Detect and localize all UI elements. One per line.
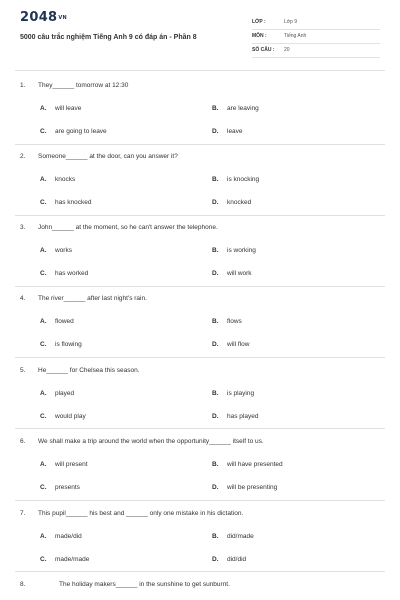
option-text: is knocking [227, 176, 260, 183]
option-letter: B. [212, 105, 219, 112]
question-number: 6. [20, 438, 26, 445]
question-divider [15, 428, 385, 429]
document-header [0, 0, 400, 64]
option-letter: B. [212, 318, 219, 325]
question-divider [15, 571, 385, 572]
meta-row-subject [252, 30, 380, 44]
option-text: is playing [227, 390, 255, 397]
option-letter: D. [212, 270, 219, 277]
option-letter: A. [40, 247, 47, 254]
question-text: They______ tomorrow at 12:30 [38, 82, 129, 89]
option-letter: C. [40, 341, 47, 348]
question-number: 4. [20, 295, 26, 302]
option-text: will flow [227, 341, 250, 348]
option-letter: B. [212, 390, 219, 397]
option-letter: A. [40, 105, 47, 112]
option-letter: D. [212, 341, 219, 348]
meta-label: LỚP : [252, 19, 266, 25]
question-text: We shall make a trip around the world when the opportunity______ itself to us. [38, 438, 264, 445]
question-divider [15, 215, 385, 216]
option-letter: A. [40, 176, 47, 183]
question-number: 7. [20, 510, 26, 517]
question-text: The river______ after last night's rain. [38, 295, 147, 302]
option-text: did/made [227, 533, 254, 540]
meta-label: SỐ CÂU : [252, 47, 275, 53]
option-text: has played [227, 413, 259, 420]
question-number: 1. [20, 82, 26, 89]
option-letter: B. [212, 176, 219, 183]
question-number: 2. [20, 153, 26, 160]
option-text: would play [55, 413, 86, 420]
logo-main: 2048 [20, 10, 58, 25]
option-text: works [55, 247, 72, 254]
option-letter: C. [40, 199, 47, 206]
meta-row-grade [252, 16, 380, 30]
option-text: flowed [55, 318, 74, 325]
option-text: will work [227, 270, 252, 277]
question-number: 3. [20, 224, 26, 231]
question-text: The holiday makers______ in the sunshine to get sunburnt. [59, 581, 230, 588]
option-text: will have presented [227, 461, 283, 468]
option-letter: C. [40, 413, 47, 420]
option-letter: C. [40, 484, 47, 491]
option-text: made/did [55, 533, 82, 540]
document-title: 5000 câu trắc nghiệm Tiếng Anh 9 có đáp án - Phần 8 [20, 34, 197, 41]
option-letter: D. [212, 199, 219, 206]
option-letter: B. [212, 247, 219, 254]
option-text: will present [55, 461, 88, 468]
option-letter: C. [40, 270, 47, 277]
question-divider [15, 286, 385, 287]
question-text: He______ for Chelsea this season. [38, 367, 140, 374]
option-letter: A. [40, 318, 47, 325]
option-letter: A. [40, 533, 47, 540]
option-letter: A. [40, 461, 47, 468]
option-text: presents [55, 484, 80, 491]
option-text: leave [227, 128, 243, 135]
option-text: knocks [55, 176, 76, 183]
question-divider [15, 357, 385, 358]
option-letter: B. [212, 461, 219, 468]
option-letter: D. [212, 484, 219, 491]
option-text: is flowing [55, 341, 82, 348]
option-text: knocked [227, 199, 252, 206]
question-number: 5. [20, 367, 26, 374]
question-divider [15, 144, 385, 145]
option-text: played [55, 390, 75, 397]
option-text: has knocked [55, 199, 92, 206]
meta-label: MÔN : [252, 33, 267, 39]
logo-sub: VN [58, 15, 68, 21]
option-text: will leave [55, 105, 82, 112]
question-text: Someone______ at the door, can you answer it? [38, 153, 178, 160]
question-text: John______ at the moment, so he can't answer the telephone. [38, 224, 218, 231]
option-text: made/made [55, 556, 90, 563]
meta-value: Tiếng Anh [284, 33, 307, 39]
section-divider [15, 70, 385, 71]
option-text: has worked [55, 270, 89, 277]
option-text: is working [227, 247, 256, 254]
question-divider [15, 500, 385, 501]
option-letter: C. [40, 128, 47, 135]
option-text: did/did [227, 556, 247, 563]
option-text: flows [227, 318, 242, 325]
option-text: will be presenting [227, 484, 278, 491]
site-logo[interactable] [20, 10, 67, 25]
option-text: are going to leave [55, 128, 107, 135]
option-letter: C. [40, 556, 47, 563]
option-letter: D. [212, 556, 219, 563]
meta-value: Lớp 9 [284, 19, 298, 25]
meta-row-count [252, 44, 380, 58]
question-number: 8. [20, 581, 26, 588]
option-letter: D. [212, 413, 219, 420]
option-letter: A. [40, 390, 47, 397]
option-text: are leaving [227, 105, 259, 112]
meta-value: 20 [284, 47, 290, 53]
option-letter: D. [212, 128, 219, 135]
question-text: This pupil______ his best and ______ only one mistake in his dictation. [38, 510, 244, 517]
option-letter: B. [212, 533, 219, 540]
